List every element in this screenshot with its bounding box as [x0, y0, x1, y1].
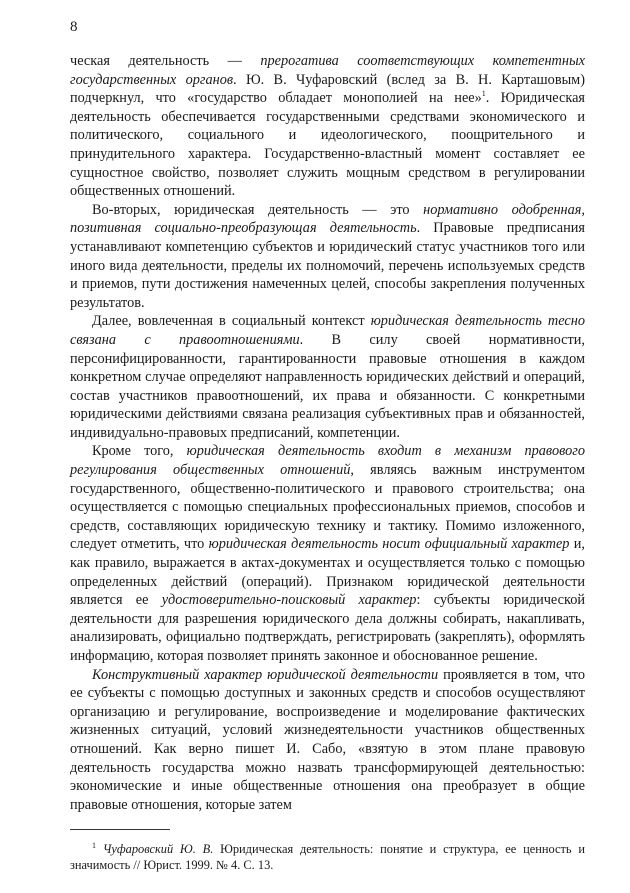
footnote-divider: [70, 829, 170, 830]
footnote: [70, 841, 585, 873]
text-run: Кроме того,: [92, 443, 187, 460]
text-run: и, как правило, выражается в актах-документах и осуществляется только с помощью определенных действий (операций). Признаком юридической деятельности является ее: [70, 536, 585, 609]
paragraph-3: [70, 312, 585, 442]
page-number: 8: [70, 19, 78, 35]
footnote-marker: 1: [92, 840, 96, 850]
emphasis-text: юридическая деятельность входит в механизм правового регулирования общественных отношений: [70, 443, 585, 479]
emphasis-text: юридическая деятельность носит официальный характер: [208, 536, 570, 553]
emphasis-text: нормативно одобренная, позитивная социально-преобразующая деятельность: [70, 201, 585, 237]
paragraph-4: [70, 442, 585, 665]
paragraph-1: [70, 52, 585, 201]
text-run: проявляется в том, что ее субъекты с помощью доступных и законных средств и способов осуществляют организацию и регулирование, воспроизведение и моделирование фактических жизненных ситуаций, условий жизнедеятельности участников общественных отношений. Как верно пишет И. Сабо, «взятую в этом плане правовую деятельность государства можно назвать трансформирующей деятельностью: экономические и иные общественные отношения она преобразует в общие правовые отношения, которые затем: [70, 666, 586, 813]
text-run: ческая деятельность —: [70, 53, 261, 69]
emphasis-text: Чуфаровский Ю. В.: [102, 842, 214, 856]
paragraph-5: [70, 666, 585, 815]
text-run: . В силу своей нормативности, персонифицированности, гарантированности правовые отношения в каждом конкретном случае определяют направленность юридических действий и операций, состав участников правоотношений, их права и обязанности. С конкретными юридическими действиями связана реализация субъективных прав и обязанностей, индивидуально-правовых предписаний, компетенции.: [70, 331, 585, 441]
footnote-text: [70, 842, 585, 872]
emphasis-text: удостоверительно-поисковый характер: [161, 592, 417, 609]
emphasis-text: Конструктивный характер юридической деятельности: [92, 666, 439, 683]
text-run: : субъекты юридической деятельности для разрешения юридического дела должны собирать, накапливать, анализировать, официально подтверждать, регистрировать (закреплять), оформлять информацию, которая позволяет принять законное и обоснованное решение.: [70, 592, 585, 664]
text-run: Юридическая деятельность: понятие и структура, ее ценность и значимость // Юрист. 1999. № 4. С. 13.: [70, 842, 585, 872]
body-text: [70, 52, 585, 814]
text-run: , являясь важным инструментом государственного, общественно-политического и правового строительства; она осуществляется с помощью специальных профессиональных приемов, способов и средств, составляющих юридическую технику и тактику. Помимо изложенного, следует отметить, что: [70, 462, 585, 553]
text-run: . Правовые предписания устанавливают компетенцию субъектов и юридический статус участников того или иного вида деятельности, пределы их полномочий, перечень используемых средств и приемов, пути достижения намеченных целей, способы закрепления полученных результатов.: [70, 220, 586, 311]
paragraph-2: [70, 201, 585, 313]
text-run: . Ю. В. Чуфаровский (вслед за В. Н. Карташовым) подчеркнул, что «государство обладает монополией на нее»: [70, 71, 585, 107]
text-run: Далее, вовлеченная в социальный контекст: [92, 313, 371, 330]
footnote-reference: 1: [481, 89, 486, 99]
text-run: Во-вторых, юридическая деятельность — это: [92, 201, 424, 218]
emphasis-text: прерогатива соответствующих компетентных государственных органов: [70, 53, 585, 88]
text-run: . Юридическая деятельность обеспечивается государственными средствами экономического и политического, социального и идеологического, поощрительного и принудительного характера. Государственно-властный момент составляет ее сущностное свойство, позволяет служить мощным средством в регулировании общественных отношений.: [70, 90, 585, 200]
emphasis-text: юридическая деятельность тесно связана с правоотношениями: [70, 313, 586, 348]
